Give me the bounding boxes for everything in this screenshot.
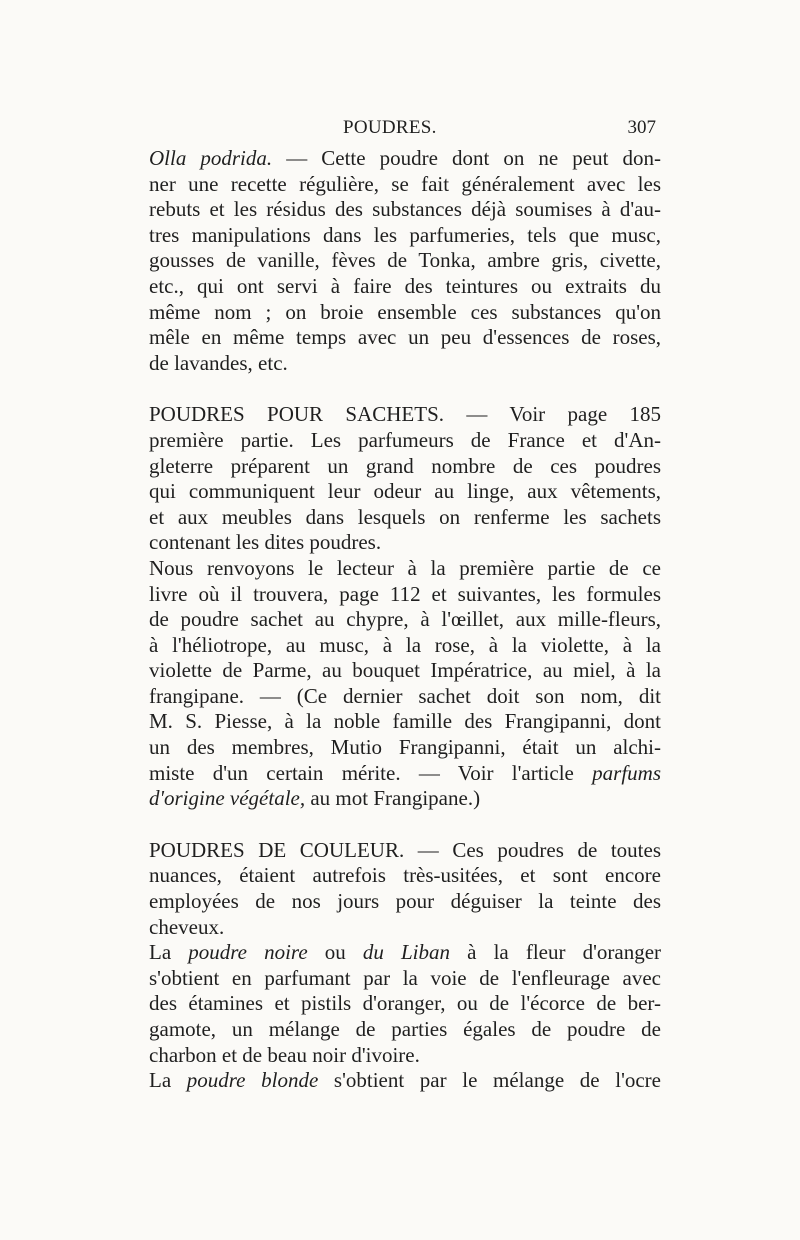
text-line: Nous renvoyons le lecteur à la première partie de ce: [149, 555, 661, 580]
text-line: même nom ; on broie ensemble ces substances qu'on: [149, 299, 661, 324]
text-line: nuances, étaient autrefois très-usitées, et sont encore: [149, 863, 661, 888]
paragraph-poudres-de-couleur: [149, 838, 661, 940]
italic-term: parfums: [592, 760, 661, 785]
text-line: etc., qui ont servi à faire des teintures ou extraits du: [149, 273, 661, 298]
page-number: 307: [627, 117, 656, 138]
text-line: et aux meubles dans lesquels on renferme les sachets: [149, 504, 661, 529]
italic-term: poudre blonde: [186, 1068, 319, 1093]
text-line: gamote, un mélange de parties égales de poudre de: [149, 1017, 661, 1041]
line-text: La: [149, 1068, 187, 1093]
text-line: [149, 1068, 661, 1094]
paragraph-poudre-noire: [149, 940, 661, 1068]
text-line: de lavandes, etc.: [149, 350, 288, 375]
text-line: contenant les dites poudres.: [149, 530, 382, 555]
text-line: [149, 146, 661, 172]
text-line: cheveux.: [149, 914, 225, 939]
text-line: mêle en même temps avec un peu d'essences de roses,: [149, 325, 661, 350]
text-line: un des membres, Mutio Frangipanni, était un alchi-: [149, 735, 661, 760]
text-line: rebuts et les résidus des substances déjà soumises à d'au-: [149, 197, 661, 222]
text-line: frangipane. — (Ce dernier sachet doit son nom, dit: [149, 683, 661, 708]
line-text: miste d'un certain mérite. — Voir l'article: [149, 760, 574, 785]
text-line: violette de Parme, au bouquet Impératrice, au miel, à la: [149, 658, 661, 683]
text-line: POUDRES POUR SACHETS. — Voir page 185: [149, 402, 661, 427]
italic-term: Olla podrida.: [149, 146, 273, 170]
text-line: POUDRES DE COULEUR. — Ces poudres de toutes: [149, 837, 661, 862]
text-line: de poudre sachet au chypre, à l'œillet, aux mille-fleurs,: [149, 607, 661, 632]
text-line: des étamines et pistils d'oranger, ou de l'écorce de ber-: [149, 991, 661, 1016]
text-line: tres manipulations dans les parfumeries, tels que musc,: [149, 222, 661, 247]
line-text: La: [149, 940, 189, 965]
line-text: — Cette poudre dont on ne peut don-: [272, 146, 662, 170]
text-line: qui communiquent leur odeur au linge, aux vêtements,: [149, 479, 661, 504]
text-line: gleterre préparent un grand nombre de ces poudres: [149, 453, 661, 478]
paragraph-nous-renvoyons: [149, 556, 661, 812]
text-line: M. S. Piesse, à la noble famille des Frangipanni, dont: [149, 709, 661, 734]
text-line: gousses de vanille, fèves de Tonka, ambre gris, civette,: [149, 248, 661, 273]
italic-term: du Liban: [362, 940, 451, 965]
text-line: ner une recette régulière, se fait généralement avec les: [149, 171, 661, 196]
italic-term: poudre noire: [188, 940, 308, 965]
paragraph-gap: [149, 376, 661, 402]
line-text: à la fleur d'oranger: [450, 940, 662, 965]
line-text: s'obtient par le mélange de l'ocre: [318, 1068, 661, 1093]
text-line: [149, 761, 661, 787]
text-line: livre où il trouvera, page 112 et suivantes, les formules: [149, 581, 661, 606]
body-text: [149, 146, 661, 1094]
line-text: ou: [307, 940, 363, 965]
running-title: POUDRES.: [343, 117, 437, 138]
text-line: employées de nos jours pour déguiser la teinte des: [149, 889, 661, 914]
text-line: s'obtient en parfumant par la voie de l'enfleurage avec: [149, 965, 661, 990]
paragraph-olla-podrida: [149, 146, 661, 376]
paragraph-poudre-blonde: [149, 1068, 661, 1094]
italic-term: d'origine végétale,: [149, 786, 306, 811]
text-line: [149, 786, 661, 812]
text-line: première partie. Les parfumeurs de France et d'An-: [149, 427, 661, 452]
paragraph-gap: [149, 812, 661, 838]
text-line: [149, 940, 661, 966]
text-line: à l'héliotrope, au musc, à la rose, à la violette, à la: [149, 632, 661, 657]
paragraph-poudres-pour-sachets: [149, 402, 661, 556]
line-text: au mot Frangipane.): [305, 786, 481, 811]
text-line: charbon et de beau noir d'ivoire.: [149, 1042, 420, 1067]
